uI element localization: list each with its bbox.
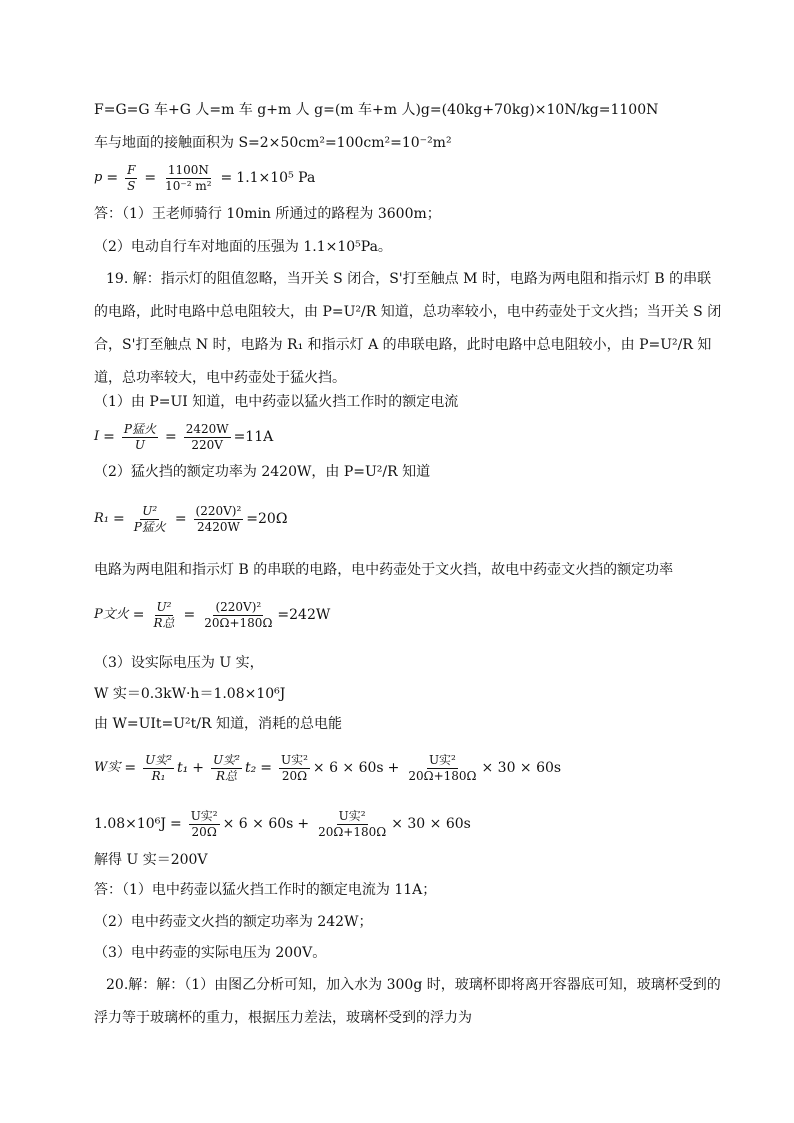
energy-equation: W实 = $\frac{\text{U实²}}{\text{R₁}}$ t₁ + $\frac{\text{U实²}}{\text{R总}}$ t₂ = $\frac{\text{U实²}}{20\Omega}$ × 6 × 60s + $\frac{\text{U实²}}{20\Omega+180\Omega}$ × 30 × 60s <box>94 752 562 783</box>
contact-area-line: 车与地面的接触面积为 S=2×50cm²=100cm²=10⁻²m² <box>94 135 452 151</box>
force-calculation: F=G=G 车+G 人=m 车 g+m 人 g=(m 车+m 人)g=(40kg+70kg)×10N/kg=1100N <box>94 102 659 118</box>
fraction: $\frac{\text{(220V)²}}{20\Omega+180\Omega}$ <box>204 599 273 630</box>
fraction: $\frac{\text{U实²}}{\text{R总}}$ <box>213 752 240 783</box>
energy-substitution: 1.08×10⁶J = $\frac{\text{U实²}}{20\Omega}$ × 6 × 60s + $\frac{\text{U实²}}{20\Omega+180\Omega}$ × 30 × 60s <box>94 808 471 839</box>
eq-rhs: 1.1×10⁵ Pa <box>236 170 316 186</box>
fraction: $\frac{\text{U²}}{\text{P猛火}}$ <box>133 503 166 534</box>
answer-line: 答：（1）王老师骑行 10min 所通过的路程为 3600m； <box>94 206 441 222</box>
eq-rhs: =20Ω <box>246 511 288 527</box>
pressure-equation: p = $\frac{F}{S}$ = $\frac{1100N}{\text{10⁻² m²}}$ = 1.1×10⁵ Pa <box>94 162 316 193</box>
answer-line: （3）电中药壶的实际电压为 200V。 <box>94 945 327 961</box>
fraction: $\frac{\text{U实²}}{20\Omega+180\Omega}$ <box>408 752 477 783</box>
step-line: 解得 U 实＝200V <box>94 852 208 868</box>
eq-rhs: =242W <box>277 607 331 623</box>
fraction: $\frac{1100N}{\text{10⁻² m²}}$ <box>165 162 212 193</box>
eq-lhs: I <box>94 429 100 444</box>
fraction: $\frac{\text{P猛火}}{U}$ <box>123 421 156 452</box>
step-line: 电路为两电阻和指示灯 B 的串联的电路，电中药壶处于文火挡，故电中药壶文火挡的额定功率 <box>94 562 674 578</box>
eq-rhs: =11A <box>233 429 274 445</box>
answer-line: 答：（1）电中药壶以猛火挡工作时的额定电流为 11A； <box>94 882 437 898</box>
step-line: 由 W=UIt=U²t/R 知道，消耗的总电能 <box>94 716 343 732</box>
fraction: $\frac{\text{U实²}}{20\Omega}$ <box>280 752 308 783</box>
eq-lhs: R₁ <box>94 511 109 526</box>
step-line: （1）由 P=UI 知道，电中药壶以猛火挡工作时的额定电流 <box>94 394 459 410</box>
eq-lhs: W实 <box>94 760 121 775</box>
fraction: $\frac{\text{U实²}}{20\Omega}$ <box>190 808 218 839</box>
fraction: $\frac{F}{S}$ <box>127 162 136 193</box>
fraction: $\frac{\text{U实²}}{\text{R₁}}$ <box>145 752 173 783</box>
fraction: $\frac{\text{(220V)²}}{2420W}$ <box>195 503 242 534</box>
eq-lhs: P文火 <box>94 607 129 622</box>
fraction: $\frac{2420W}{220V}$ <box>185 421 229 452</box>
current-equation: I = $\frac{\text{P猛火}}{U}$ = $\frac{2420W}{220V}$ =11A <box>94 421 274 452</box>
step-line: （2）猛火挡的额定功率为 2420W，由 P=U²/R 知道 <box>94 464 431 480</box>
step-line: （3）设实际电压为 U 实， <box>94 655 264 671</box>
eq-lhs: 1.08×10⁶J <box>94 816 166 832</box>
fraction: $\frac{\text{U实²}}{20\Omega+180\Omega}$ <box>318 808 387 839</box>
answer-line: （2）电中药壶文火挡的额定功率为 242W； <box>94 914 373 930</box>
low-power-equation: P文火 = $\frac{\text{U²}}{\text{R总}}$ = $\frac{\text{(220V)²}}{20\Omega+180\Omega}$ =242W <box>94 599 331 630</box>
step-line: W 实＝0.3kW·h＝1.08×10⁶J <box>94 686 286 702</box>
eq-lhs: p <box>94 170 103 185</box>
answer-line: （2）电动自行车对地面的压强为 1.1×10⁵Pa。 <box>94 239 392 255</box>
problem-20-paragraph: 20.解：解：（1）由图乙分析可知，加入水为 300g 时，玻璃杯即将离开容器底可知，玻璃杯受到的浮力等于玻璃杯的重力，根据压力差法，玻璃杯受到的浮力为 <box>94 977 721 1026</box>
fraction: $\frac{\text{U²}}{\text{R总}}$ <box>153 599 175 630</box>
resistance-equation: R₁ = $\frac{\text{U²}}{\text{P猛火}}$ = $\frac{\text{(220V)²}}{2420W}$ =20Ω <box>94 503 288 534</box>
problem-19-paragraph: 19. 解：指示灯的阻值忽略，当开关 S 闭合，S'打至触点 M 时，电路为两电阻和指示灯 B 的串联的电路，此时电路中总电阻较大，由 P=U²/R 知道，总功率较小，电中药壶处于文火挡；当开关 S 闭合，S'打至触点 N 时，电路为 R₁ 和指示灯 A 的串联电路，此时电路中总电阻较小，由 P=U²/R 知道，总功率较大，电中药壶处于猛火挡。 <box>94 271 722 386</box>
